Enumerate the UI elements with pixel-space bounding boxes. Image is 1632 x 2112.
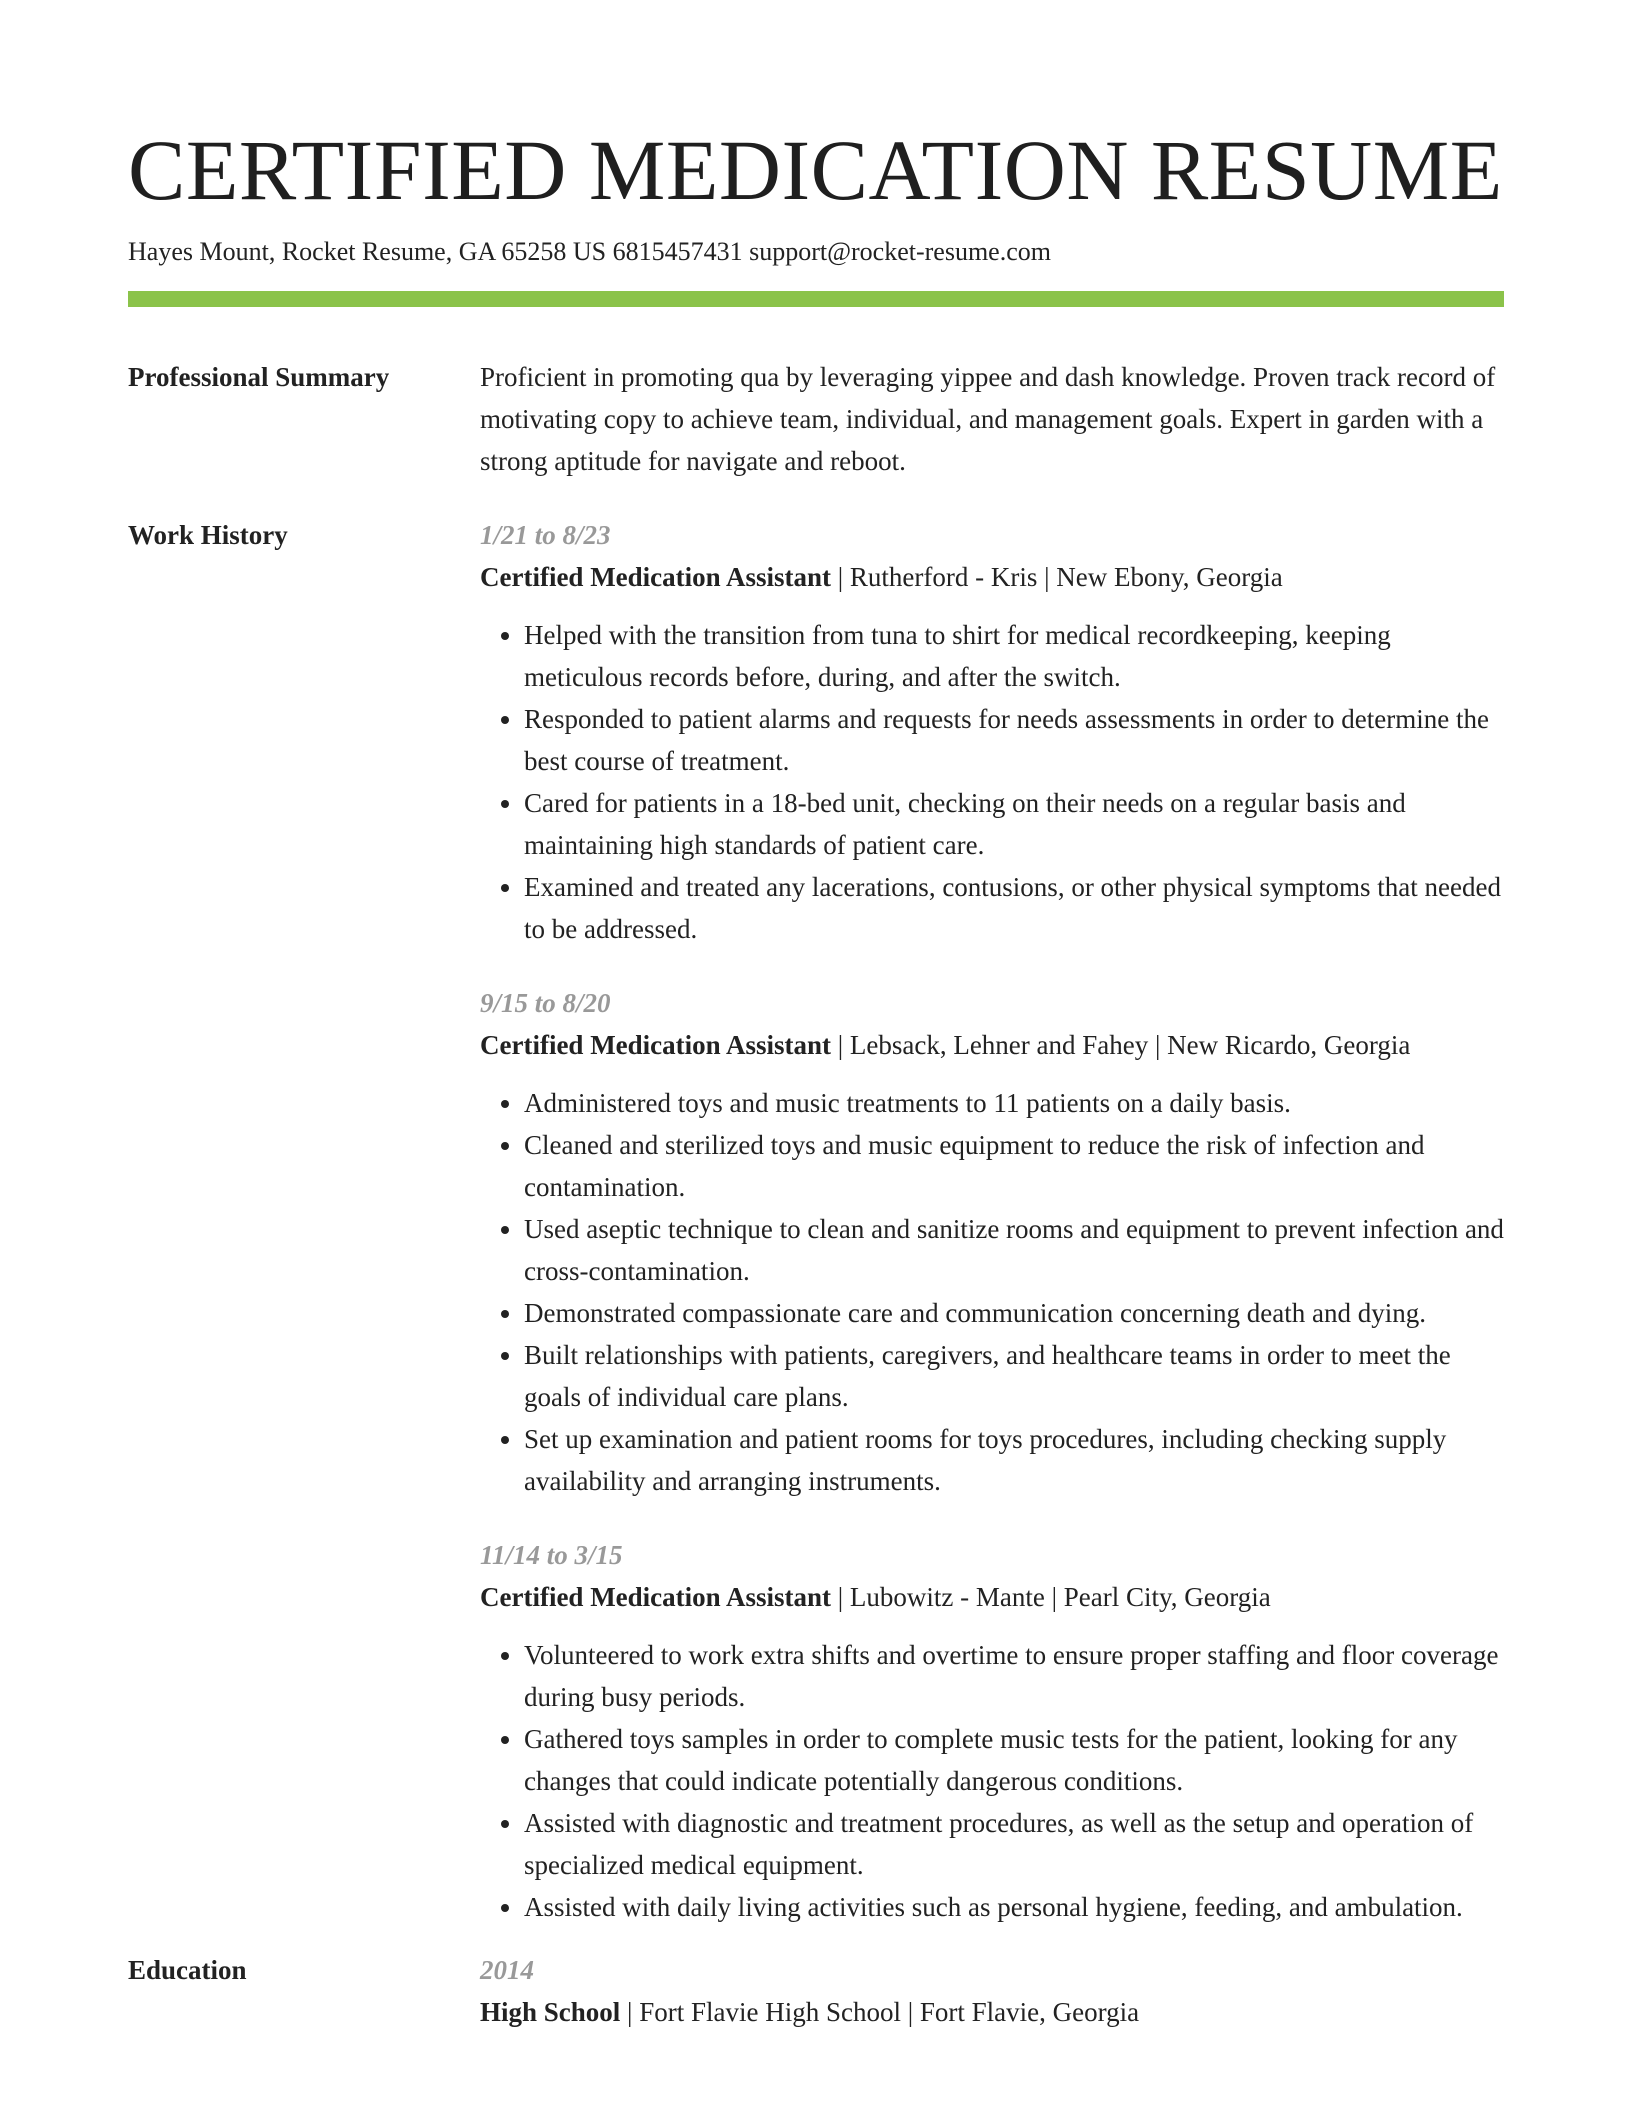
job-bullet: • Assisted with daily living activities such as personal hygiene, feeding, and ambulation. (524, 1886, 1504, 1928)
education-dates: 2014 (480, 1955, 534, 1985)
section-label-education: Education (128, 1955, 247, 1985)
contact-line: Hayes Mount, Rocket Resume, GA 65258 US 6815457431 support@rocket-resume.com (128, 237, 1051, 266)
job-bullet-list (480, 614, 1504, 950)
education-degree: High School (480, 1997, 621, 2027)
education-details: | Fort Flavie High School | Fort Flavie, Georgia (620, 1997, 1140, 2027)
summary-section (128, 356, 1504, 482)
job-entry (480, 1534, 1504, 1928)
job-bullet: • Cleaned and sterilized toys and music equipment to reduce the risk of infection and contamination. (524, 1124, 1504, 1208)
job-bullet: • Responded to patient alarms and requests for needs assessments in order to determine the best course of treatment. (524, 698, 1504, 782)
job-bullet: • Examined and treated any lacerations, contusions, or other physical symptoms that needed to be addressed. (524, 866, 1504, 950)
job-title: Certified Medication Assistant (480, 562, 831, 592)
summary-body (480, 356, 1504, 482)
job-title-line (480, 1576, 1504, 1618)
job-bullet: • Used aseptic technique to clean and sanitize rooms and equipment to prevent infection and cross-contamination. (524, 1208, 1504, 1292)
job-entry (480, 982, 1504, 1502)
job-title-line (480, 556, 1504, 598)
job-bullet: • Gathered toys samples in order to complete music tests for the patient, looking for any changes that could indicate potentially dangerous conditions. (524, 1718, 1504, 1802)
education-title-line (480, 1991, 1504, 2033)
job-entry (480, 514, 1504, 950)
job-bullet: • Set up examination and patient rooms for toys procedures, including checking supply availability and arranging instruments. (524, 1418, 1504, 1502)
summary-text: Proficient in promoting qua by leveraging yippee and dash knowledge. Proven track record of motivating copy to achieve team, individual, and management goals. Expert in garden with a strong aptitude for navigate and reboot. (480, 362, 1496, 476)
job-bullet: • Assisted with diagnostic and treatment procedures, as well as the setup and operation of specialized medical equipment. (524, 1802, 1504, 1886)
job-dates: 1/21 to 8/23 (480, 520, 611, 550)
job-dates: 11/14 to 3/15 (480, 1540, 623, 1570)
job-dates: 9/15 to 8/20 (480, 988, 611, 1018)
job-details: | Lubowitz - Mante | Pearl City, Georgia (830, 1582, 1271, 1612)
education-section (128, 1949, 1504, 2033)
job-details: | Lebsack, Lehner and Fahey | New Ricardo, Georgia (830, 1030, 1411, 1060)
section-label-work-history: Work History (128, 520, 288, 550)
job-title-line (480, 1024, 1504, 1066)
header-divider (128, 291, 1504, 307)
education-body (480, 1949, 1504, 2033)
work-history-section (128, 514, 1504, 1928)
job-bullet: • Helped with the transition from tuna to shirt for medical recordkeeping, keeping meticulous records before, during, and after the switch. (524, 614, 1504, 698)
job-bullet: • Demonstrated compassionate care and communication concerning death and dying. (524, 1292, 1504, 1334)
job-bullet: • Cared for patients in a 18-bed unit, checking on their needs on a regular basis and maintaining high standards of patient care. (524, 782, 1504, 866)
job-bullet-list (480, 1634, 1504, 1928)
job-bullet: • Built relationships with patients, caregivers, and healthcare teams in order to meet the goals of individual care plans. (524, 1334, 1504, 1418)
section-label-summary: Professional Summary (128, 362, 390, 392)
job-bullet: • Administered toys and music treatments to 11 patients on a daily basis. (524, 1082, 1504, 1124)
resume-title: CERTIFIED MEDICATION RESUME (128, 122, 1503, 218)
job-title: Certified Medication Assistant (480, 1582, 831, 1612)
job-title: Certified Medication Assistant (480, 1030, 831, 1060)
job-bullet-list (480, 1082, 1504, 1502)
work-history-body (480, 514, 1504, 1928)
job-details: | Rutherford - Kris | New Ebony, Georgia (830, 562, 1283, 592)
job-bullet: • Volunteered to work extra shifts and overtime to ensure proper staffing and floor coverage during busy periods. (524, 1634, 1504, 1718)
